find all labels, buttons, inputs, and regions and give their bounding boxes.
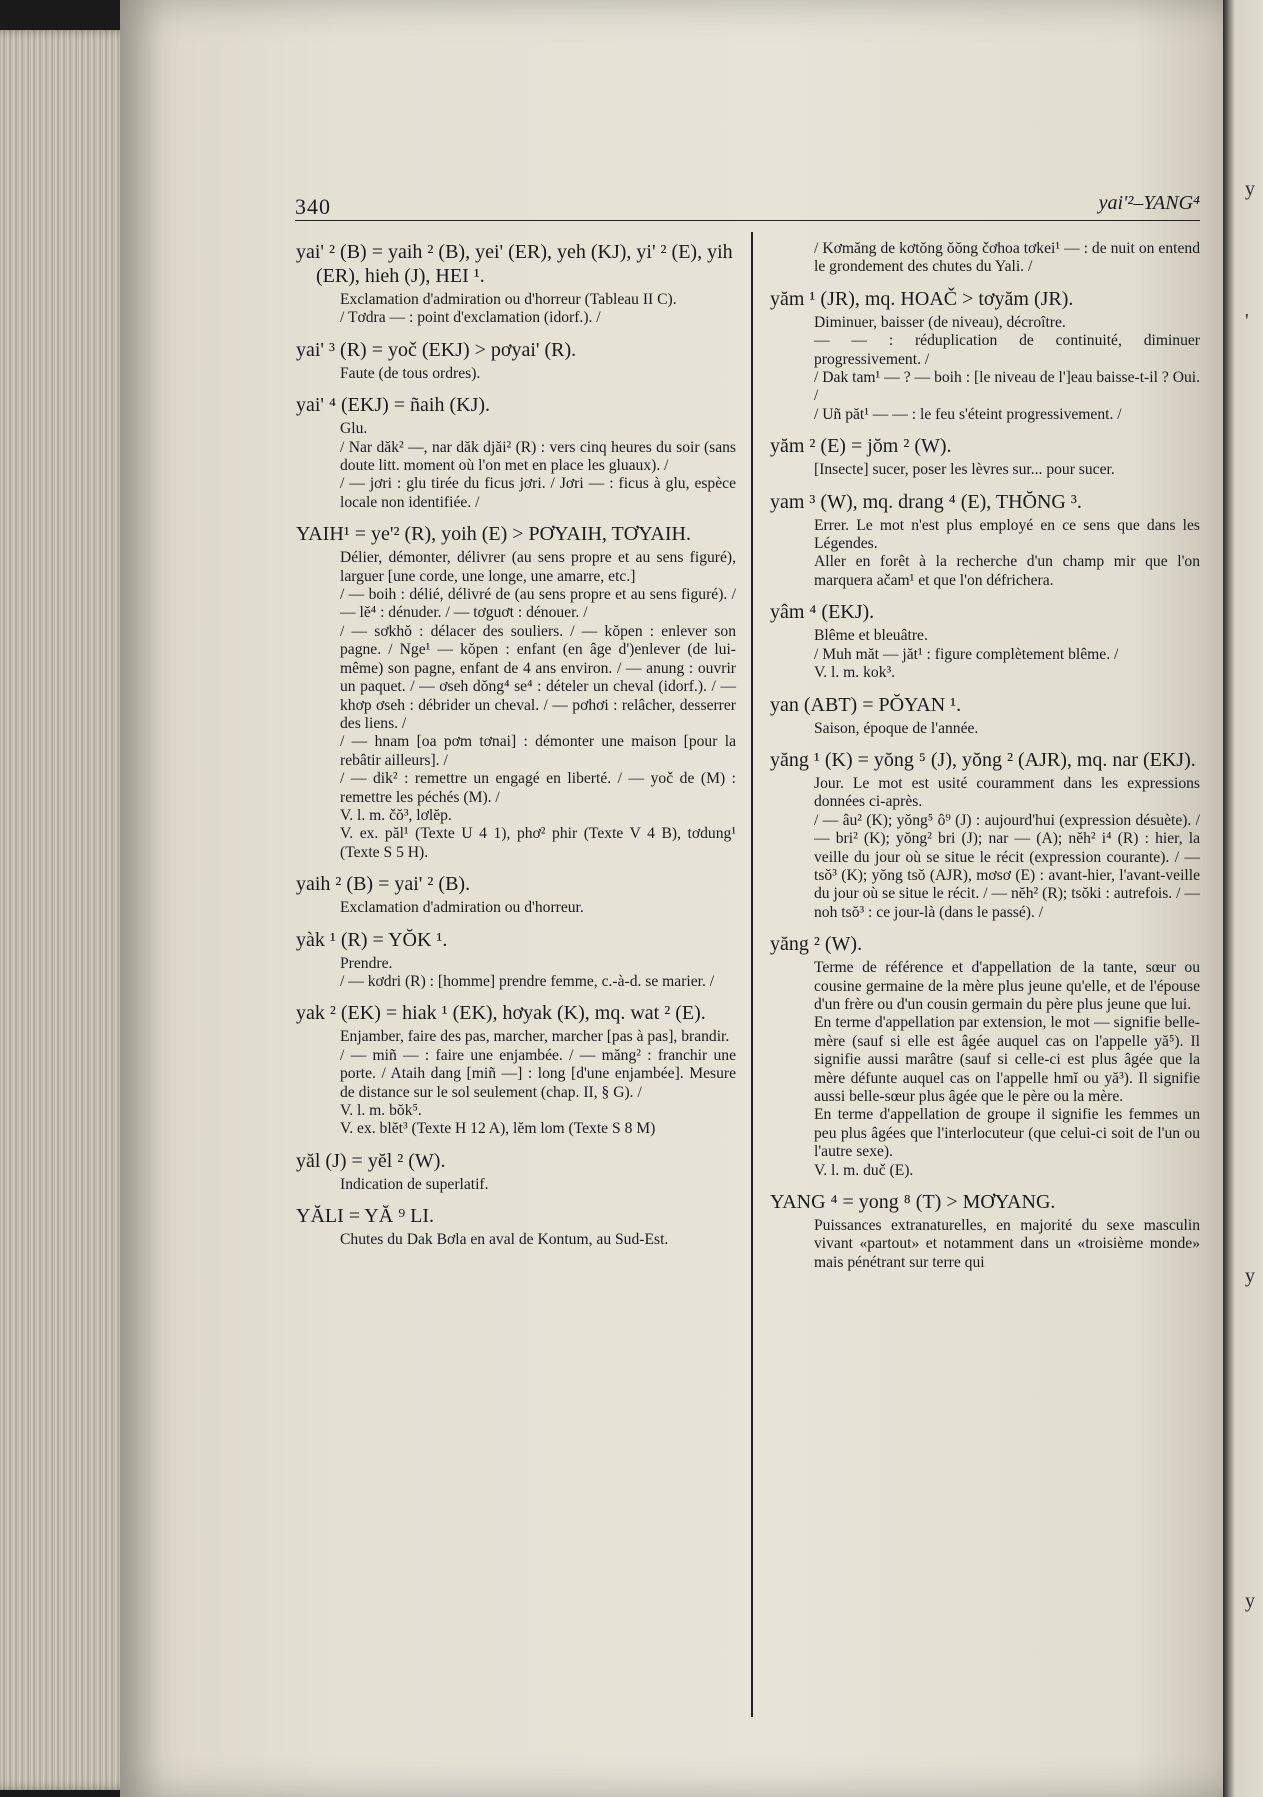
entry-examples	[296, 1047, 736, 1139]
definition-line: Diminuer, baisser (de niveau), décroître.	[814, 313, 1066, 331]
definition-line: Terme de référence et d'appellation de la tante, sœur ou cousine germaine de la mère plus jeune qu'elle, et de l'épouse d'un frère ou d'un cousin germain du père plus jeune que lui.	[814, 959, 1200, 1013]
dictionary-entry	[770, 693, 1200, 738]
definition-line: Glu.	[340, 420, 368, 438]
dictionary-entry	[770, 932, 1200, 1180]
definition-line: Exclamation d'admiration ou d'horreur.	[340, 899, 584, 917]
example-line: / Uñ păt¹ — — : le feu s'éteint progressivement. /	[814, 405, 1122, 423]
example-line: / — boih : délié, délivré de (au sens propre et au sens figuré). / — lĕ⁴ : dénuder. / — tơguơt : dénouer. /	[340, 586, 736, 622]
dictionary-entry	[296, 1001, 736, 1138]
entry-headword: yăng ² (W).	[770, 933, 863, 956]
example-line: / Muh măt — jăt¹ : figure complètement blême. /	[814, 645, 1119, 663]
entry-headword: yai' ⁴ (EKJ) = ñaih (KJ).	[296, 394, 491, 417]
entry-headword: yăm ² (E) = jŏm ² (W).	[770, 435, 952, 458]
dictionary-entry	[770, 490, 1200, 591]
example-line: / — kơdri (R) : [homme] prendre femme, c.-à-d. se marier. /	[340, 972, 715, 990]
definition-line: En terme d'appellation par extension, le mot — signifie belle-mère (sauf si elle est âgée auquel cas on l'appelle yă⁵). Il signifie aussi marâtre (sauf si celle-ci est plus âgée que la mère défunte auquel cas on l'appelle hmĭ ou yă³). Il signifie aussi belle-sœur plus âgée que le père ou la mère.	[814, 1014, 1200, 1105]
definition-line: Enjamber, faire des pas, marcher, marcher [pas à pas], brandir.	[340, 1028, 730, 1046]
entry-definition	[296, 1176, 736, 1194]
entry-definition	[296, 420, 736, 438]
dictionary-entry	[296, 393, 736, 512]
definition-line: Blême et bleuâtre.	[814, 627, 928, 645]
dictionary-entry	[770, 600, 1200, 682]
definition-line: Délier, démonter, délivrer (au sens propre et au sens figuré), larguer [une corde, une longe, une amarre, etc.]	[340, 549, 736, 585]
entry-headword: YANG ⁴ = yong ⁸ (T) > MƠYANG.	[770, 1191, 1056, 1214]
left-column	[296, 240, 736, 1260]
page-number: 340	[295, 194, 331, 219]
dictionary-entry	[770, 240, 1200, 277]
definition-line: Saison, époque de l'année.	[814, 719, 979, 737]
example-line: / — dik² : remettre un engagé en liberté. / — yoč de (M) : remettre les péchés (M). /	[340, 770, 736, 806]
example-line: / — sơkhŏ : délacer des souliers. / — kŏpen : enlever son pagne. / Nge¹ — kŏpen : enfant (en âge d')enlever (de lui-même) son pagne, enfant de 4 ans environ. / — anung : ouvrir un paquet. / — ơseh dŏng⁴ se⁴ : dételer un cheval (idorf.). / — khơp ơseh : débrider un cheval. / — pơhơi : relâcher, desserrer des liens. /	[340, 622, 736, 732]
definition-line: Faute (de tous ordres).	[340, 364, 481, 382]
right-column	[770, 240, 1200, 1282]
entry-examples	[770, 646, 1200, 683]
entry-definition	[296, 1028, 736, 1046]
dictionary-entry	[770, 748, 1200, 922]
entry-definition	[296, 899, 736, 917]
entry-headword: yaih ² (B) = yai' ² (B).	[296, 873, 471, 896]
dictionary-entry	[296, 240, 736, 328]
entry-examples	[296, 439, 736, 513]
definition-line: Chutes du Dak Bơla en aval de Kontum, au Sud-Est.	[340, 1231, 669, 1249]
example-line: / Dak tam¹ — ? — boih : [le niveau de l']eau baisse-t-il ? Oui. /	[814, 369, 1200, 405]
example-line: / — jơri : glu tirée du ficus jơri. / Jơri — : ficus à glu, espèce locale non identifiée. /	[340, 475, 736, 511]
entry-definition	[296, 1231, 736, 1249]
entry-headword: YAIH¹ = ye'² (R), yoih (E) > PƠYAIH, TƠYAIH.	[296, 523, 691, 546]
entry-headword: yàk ¹ (R) = YŎK ¹.	[296, 928, 448, 951]
entry-definition	[296, 955, 736, 973]
dictionary-entry	[296, 928, 736, 992]
dictionary-entry	[770, 1190, 1200, 1272]
example-line: / — miñ — : faire une enjambée. / — măng² : franchir une porte. / Ataih dang [miñ —] : long [d'une enjambée]. Mesure de distance sur le sol seulement (chap. II, § G). /	[340, 1046, 736, 1101]
definition-line: En terme d'appellation de groupe il signifie les femmes un peu plus âgées que l'interlocuteur (que celui-ci soit de l'un ou l'autre sexe).	[814, 1106, 1200, 1161]
definition-line: Puissances extranaturelles, en majorité du sexe masculin vivant «partout» et notamment dans un «troisième monde» mais pénétrant sur terre qui	[814, 1217, 1200, 1271]
example-line: / — hnam [oa pơm tơnai] : démonter une maison [pour la rebâtir ailleurs]. /	[340, 733, 736, 769]
definition-line: Exclamation d'admiration ou d'horreur (Tableau II C).	[340, 291, 677, 308]
dictionary-entry	[296, 1149, 736, 1194]
example-line: V. ex. păl¹ (Texte U 4 1), phơ² phir (Texte V 4 B), tơdung¹ (Texte S 5 H).	[340, 825, 736, 861]
dictionary-entry	[296, 1204, 736, 1249]
dictionary-entry	[296, 338, 736, 383]
example-line: V. l. m. čŏ³, lơlĕp.	[340, 806, 452, 824]
definition-line: Aller en forêt à la recherche d'un champ mir que l'on marquera ačam¹ et que l'on défrichera.	[814, 553, 1200, 589]
edge-fragment: y	[1245, 1265, 1255, 1287]
definition-line: [Insecte] sucer, poser les lèvres sur... pour sucer.	[814, 461, 1115, 479]
edge-fragment: y	[1245, 178, 1255, 200]
dictionary-entry	[770, 287, 1200, 424]
facing-page-edge	[1223, 0, 1263, 1797]
entry-headword: yăl (J) = yĕl ² (W).	[296, 1149, 446, 1172]
entry-examples	[770, 240, 1200, 277]
entry-definition	[770, 314, 1200, 332]
entry-definition	[770, 1217, 1200, 1272]
entry-headword: yai' ² (B) = yaih ² (B), yei' (ER), yeh (KJ), yi' ² (E), yih (ER), hieh (J), HEI ¹.	[296, 241, 733, 287]
entry-definition	[770, 627, 1200, 645]
example-line: V. l. m. duč (E).	[814, 1161, 914, 1179]
entry-definition	[770, 775, 1200, 812]
column-divider	[751, 232, 753, 1717]
entry-definition	[770, 461, 1200, 479]
entry-definition	[296, 291, 736, 309]
entry-examples	[296, 973, 736, 991]
entry-examples	[770, 812, 1200, 922]
entry-headword: yâm ⁴ (EKJ).	[770, 601, 875, 624]
edge-fragment: '	[1245, 310, 1249, 332]
example-line: — — : réduplication de continuité, diminuer progressivement. /	[814, 332, 1200, 368]
entry-headword: yăng ¹ (K) = yŏng ⁵ (J), yŏng ² (AJR), mq. nar (EKJ).	[770, 748, 1196, 771]
running-head: yai'²–YANG⁴	[1098, 192, 1200, 214]
entry-headword: yai' ³ (R) = yoč (EKJ) > pơyai' (R).	[296, 338, 577, 361]
example-line: / Tơdra — : point d'exclamation (idorf.). /	[340, 309, 601, 327]
definition-line: Prendre.	[340, 954, 393, 972]
entry-examples	[296, 309, 736, 327]
entry-examples	[296, 586, 736, 862]
entry-definition	[770, 517, 1200, 591]
example-line: V. ex. blĕt³ (Texte H 12 A), lĕm lom (Texte S 8 M)	[340, 1120, 656, 1138]
definition-line: Jour. Le mot est usité couramment dans les expressions données ci-après.	[814, 774, 1200, 811]
dictionary-entry	[296, 522, 736, 862]
entry-definition	[770, 959, 1200, 1161]
example-line: V. l. m. kok³.	[814, 664, 896, 682]
entry-headword: yăm ¹ (JR), mq. HOAČ > tơyăm (JR).	[770, 287, 1074, 310]
book-page-edges	[0, 30, 140, 1790]
dictionary-entry	[296, 872, 736, 917]
entry-definition	[296, 549, 736, 586]
entry-headword: YĂLI = YĂ ⁹ LI.	[296, 1205, 435, 1228]
page-header	[295, 192, 1200, 221]
entry-definition	[296, 365, 736, 383]
entry-headword: yam ³ (W), mq. drang ⁴ (E), THŎNG ³.	[770, 490, 1082, 513]
entry-examples	[770, 1162, 1200, 1180]
entry-examples	[770, 332, 1200, 424]
example-line: V. l. m. bŏk⁵.	[340, 1102, 422, 1119]
entry-definition	[770, 720, 1200, 738]
entry-headword: yan (ABT) = PŎYAN ¹.	[770, 693, 962, 716]
dictionary-entry	[770, 434, 1200, 479]
edge-fragment: y	[1245, 1590, 1255, 1612]
example-line: / Kơmăng de kơtŏng ŏŏng čơhoa tơkei¹ — : de nuit on entend le grondement des chutes du Yali. /	[814, 240, 1200, 276]
definition-line: Errer. Le mot n'est plus employé en ce sens que dans les Légendes.	[814, 516, 1200, 553]
entry-headword: yak ² (EK) = hiak ¹ (EK), hơyak (K), mq. wat ² (E).	[296, 1002, 706, 1025]
definition-line: Indication de superlatif.	[340, 1175, 489, 1193]
example-line: / — âu² (K); yŏng⁵ ô⁹ (J) : aujourd'hui (expression désuète). / — bri² (K); yŏng² bri (J); nar — (A); nĕh² i⁴ (R) : hier, la veille du jour où se situe le récit (expression courante). / — tsŏ³ (K); yŏng tsŏ (AJR), mơsơ (E) : avant-hier, l'avant-veille du jour où se situe le récit. / — nĕh² (R); tsŏki : autrefois. / — noh tsŏ³ : ce jour-là (dans le passé). /	[814, 811, 1200, 921]
example-line: / Nar dăk² —, nar dăk djăi² (R) : vers cinq heures du soir (sans doute litt. moment où l'on met en place les gluaux). /	[340, 438, 736, 475]
